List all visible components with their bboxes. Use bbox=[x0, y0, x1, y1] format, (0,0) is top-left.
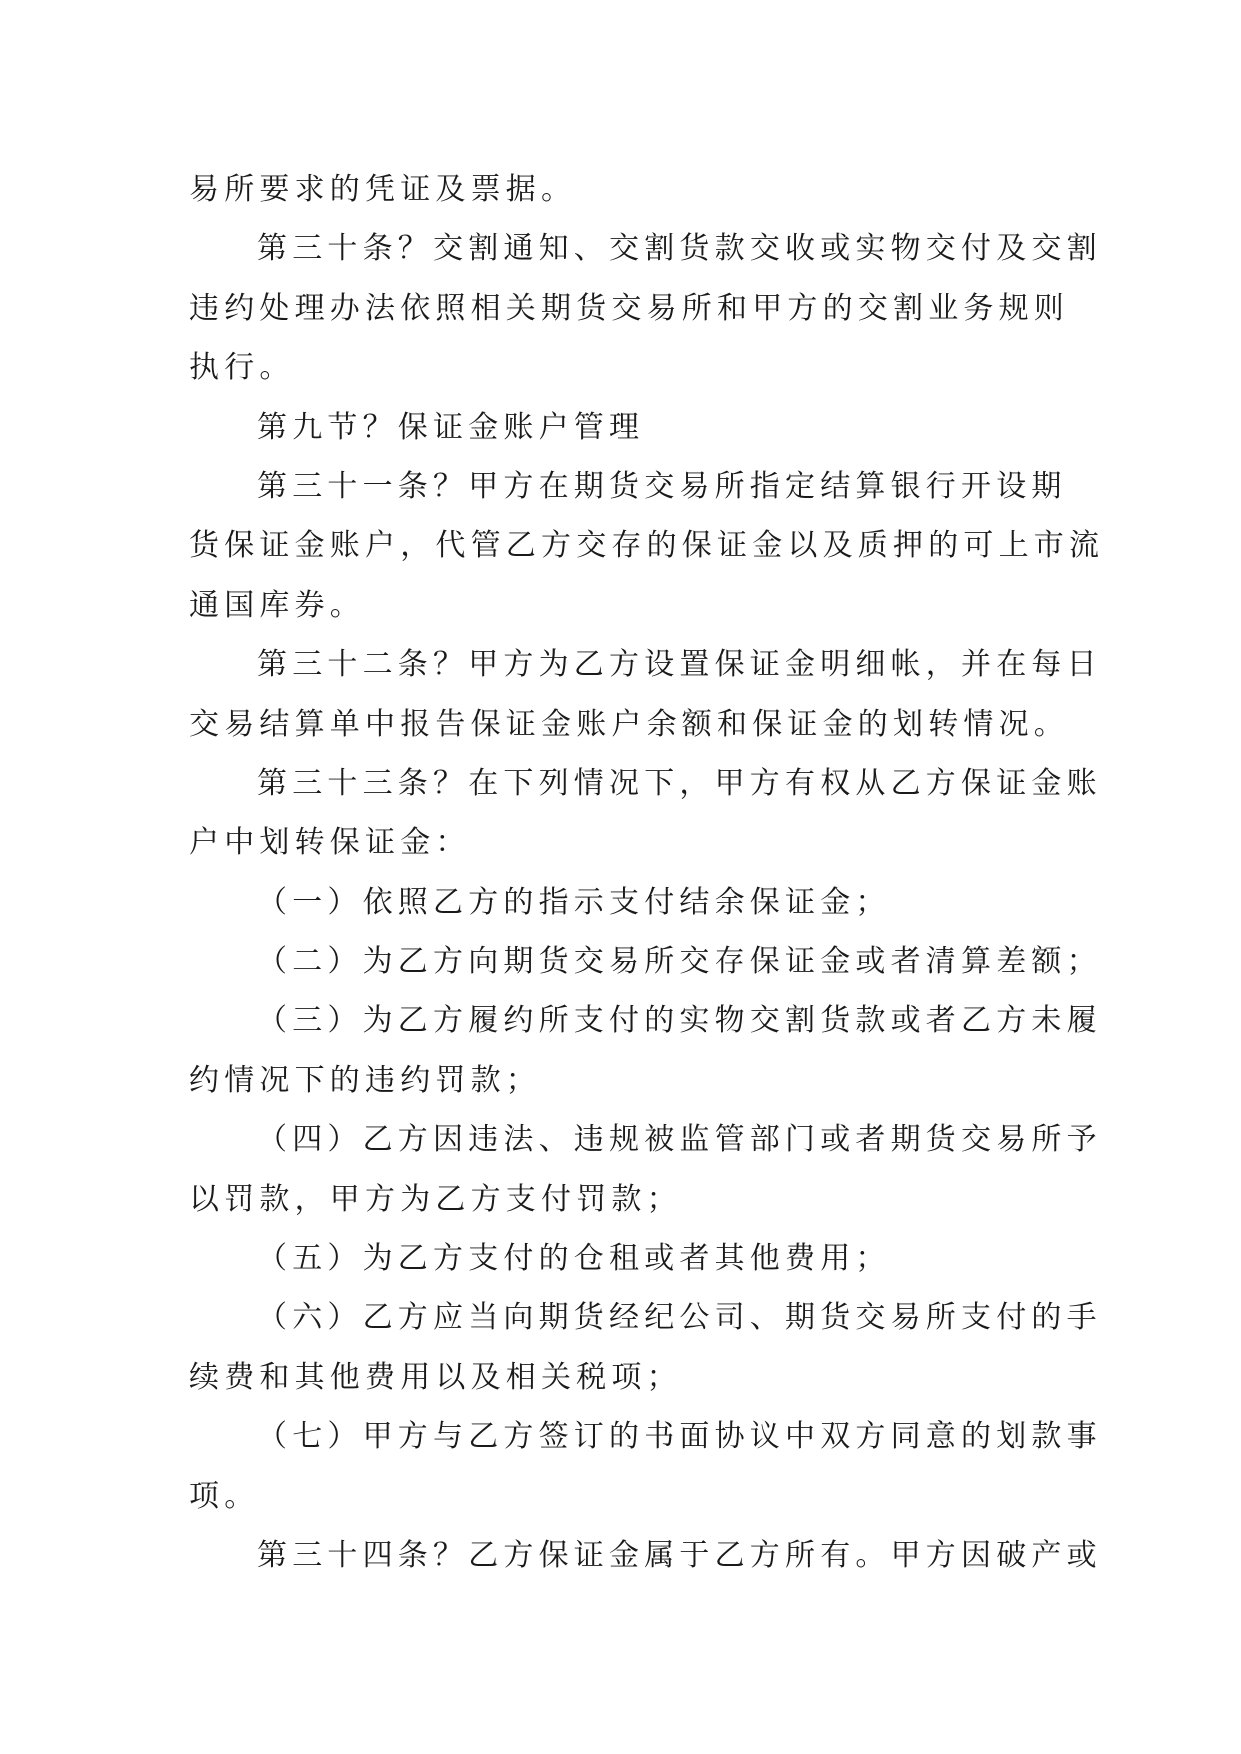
text-line: 通国库券。 bbox=[189, 587, 365, 623]
list-item-3: （三）为乙方履约所支付的实物交割货款或者乙方未履 bbox=[257, 1003, 1102, 1039]
text-line: 执行。 bbox=[189, 350, 295, 386]
list-item-2: （二）为乙方向期货交易所交存保证金或者清算差额； bbox=[257, 944, 1102, 980]
article-31-line: 第三十一条？甲方在期货交易所指定结算银行开设期 bbox=[257, 468, 1067, 504]
text-line: 货保证金账户，代管乙方交存的保证金以及质押的可上市流 bbox=[189, 528, 1105, 564]
article-32-line: 第三十二条？甲方为乙方设置保证金明细帐，并在每日 bbox=[257, 647, 1102, 683]
document-body bbox=[189, 160, 1105, 1585]
text-line: 以罚款，甲方为乙方支付罚款； bbox=[189, 1181, 682, 1217]
text-line: 户中划转保证金： bbox=[189, 825, 471, 861]
list-item-1: （一）依照乙方的指示支付结余保证金； bbox=[257, 884, 891, 920]
article-30-line: 第三十条？交割通知、交割货款交收或实物交付及交割 bbox=[257, 231, 1102, 267]
text-line: 约情况下的违约罚款； bbox=[189, 1062, 541, 1098]
section-9-heading: 第九节？保证金账户管理 bbox=[257, 409, 645, 445]
list-item-5: （五）为乙方支付的仓租或者其他费用； bbox=[257, 1241, 891, 1277]
text-line: 违约处理办法依照相关期货交易所和甲方的交割业务规则 bbox=[189, 290, 1069, 326]
text-line: 交易结算单中报告保证金账户余额和保证金的划转情况。 bbox=[189, 706, 1069, 742]
article-33-line: 第三十三条？在下列情况下，甲方有权从乙方保证金账 bbox=[257, 765, 1102, 801]
article-34-line: 第三十四条？乙方保证金属于乙方所有。甲方因破产或 bbox=[257, 1537, 1102, 1573]
text-line: 续费和其他费用以及相关税项； bbox=[189, 1359, 682, 1395]
text-line: 项。 bbox=[189, 1478, 260, 1514]
text-line: 易所要求的凭证及票据。 bbox=[189, 172, 577, 207]
list-item-4: （四）乙方因违法、违规被监管部门或者期货交易所予 bbox=[257, 1122, 1102, 1158]
list-item-7: （七）甲方与乙方签订的书面协议中双方同意的划款事 bbox=[257, 1419, 1102, 1455]
list-item-6: （六）乙方应当向期货经纪公司、期货交易所支付的手 bbox=[257, 1300, 1102, 1336]
